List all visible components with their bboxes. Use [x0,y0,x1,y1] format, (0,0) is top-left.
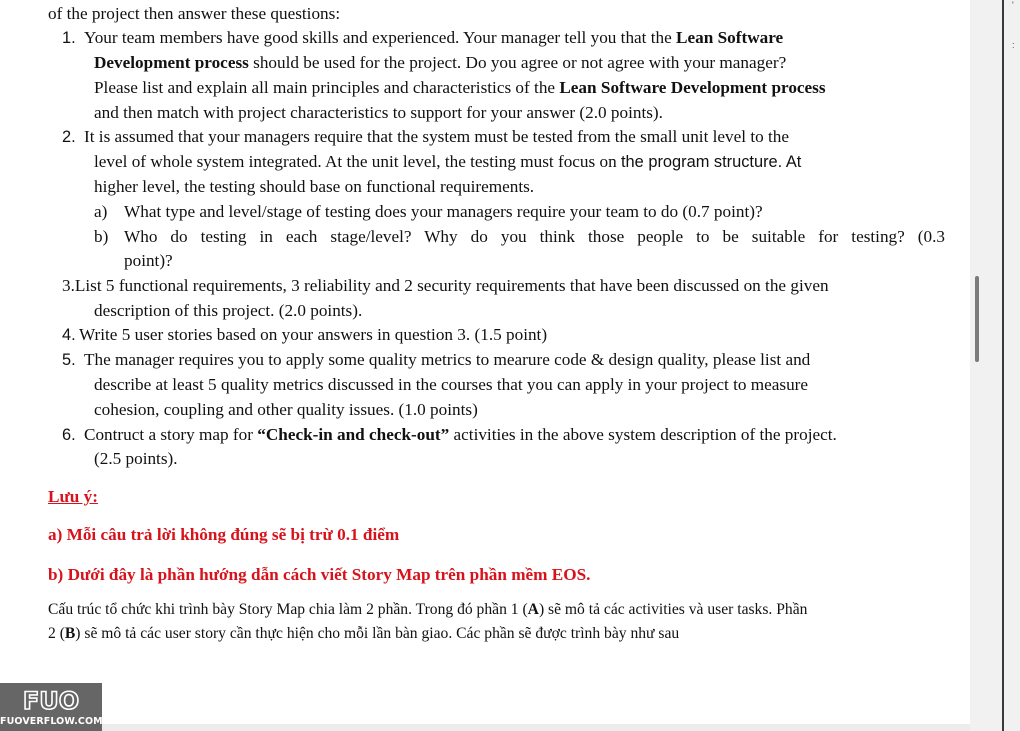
note-p1-text: Cấu trúc tổ chức khi trình bày Story Map chia làm 2 phần. Trong đó phần 1 ( [48,601,528,618]
note-p1-bold: A [527,601,539,618]
q1-number: 1. [62,29,76,47]
q2b-text-2: point)? [124,251,173,270]
q1-line-3-bold: Lean Software Development process [559,78,826,97]
fuo-logo-icon [22,686,80,715]
q6-line-1-text: Contruct a story map for [84,425,258,444]
q1-line-1-bold: Lean Software [676,28,784,47]
note-b: b) Dưới đây là phần hướng dẫn cách viết Story Map trên phần mềm EOS. [48,565,591,584]
q6-line-2: (2.5 points). [94,449,178,468]
edge-mark-mid: : [1012,40,1015,50]
q2b-label: b) [94,227,109,246]
q2-line-3: higher level, the testing should base on functional requirements. [94,177,535,196]
q1-line-2-bold: Development process [94,53,249,72]
q2-line-2-text: level of whole system integrated. At the unit level, the testing must focus on [94,152,621,171]
window-divider [1002,0,1004,731]
note-title: Lưu ý: [48,487,98,506]
q1-line-2 [94,51,786,76]
q5-line-2: describe at least 5 quality metrics discussed in the courses that you can apply in your project to measure [94,375,809,394]
q1-line-2-text: should be used for the project. Do you agree or not agree with your manager? [248,53,787,72]
fuoverflow-watermark [0,683,102,731]
q2-line-2 [94,150,801,175]
q3-line-2: description of this project. (2.0 points). [94,301,363,320]
page-bottom-edge [0,724,970,731]
q6-number: 6. [62,426,76,444]
q6-line-1-rest: activities in the above system description of the project. [449,425,837,444]
q3-line-1: 3.List 5 functional requirements, 3 reliability and 2 security requirements that have been discussed on the given [62,276,829,295]
q1-line-3-text: Please list and explain all main principles and characteristics of the [94,78,560,97]
note-paragraph-2 [48,622,679,647]
q1-line-1 [84,26,783,51]
note-p2-bold: B [64,625,76,642]
q1-line-1-text: Your team members have good skills and experienced. Your manager tell you that the [84,28,677,47]
q2a-label: a) [94,202,108,221]
q2b-text-1: Who do testing in each stage/level? Why do you think those people to be suitable for testing? (0.3 [124,227,945,246]
q5-line-1: The manager requires you to apply some quality metrics to mearure code & design quality, please list and [84,350,811,369]
note-paragraph-1 [48,598,807,623]
q5-number: 5. [62,351,76,369]
q2-line-1: It is assumed that your managers require that the system must be tested from the small unit level to the [84,127,789,146]
note-p1-rest: ) sẽ mô tả các activities và user tasks. Phần [538,601,808,618]
q5-line-3: cohesion, coupling and other quality issues. (1.0 points) [94,400,478,419]
intro-line: of the project then answer these questions: [48,4,341,23]
vertical-scrollbar[interactable] [975,276,979,362]
q6-line-1 [84,423,837,448]
note-p2-rest: ) sẽ mô tả các user story cần thực hiện cho mỗi lần bàn giao. Các phần sẽ được trình bày như sau [75,625,680,642]
q2-number: 2. [62,128,76,146]
note-p2-text: 2 ( [48,625,65,642]
edge-mark-top: ' [1012,0,1014,10]
q4-number: 4. [62,326,76,344]
q2-line-2-sans: the program structure. At [620,153,802,171]
q6-line-1-bold: “Check-in and check-out” [257,425,450,444]
q1-line-4: and then match with project characteristics to support for your answer (2.0 points). [94,103,663,122]
note-a: a) Mỗi câu trả lời không đúng sẽ bị trừ 0.1 điểm [48,525,400,544]
logo-letters: FUO [22,687,80,715]
q4-line-1: Write 5 user stories based on your answers in question 3. (1.5 point) [79,325,548,344]
q2a-text: What type and level/stage of testing does your managers require your team to do (0.7 point)? [124,202,763,221]
q1-line-3 [94,76,826,101]
watermark-site: FUOVERFLOW.COM [0,716,103,727]
